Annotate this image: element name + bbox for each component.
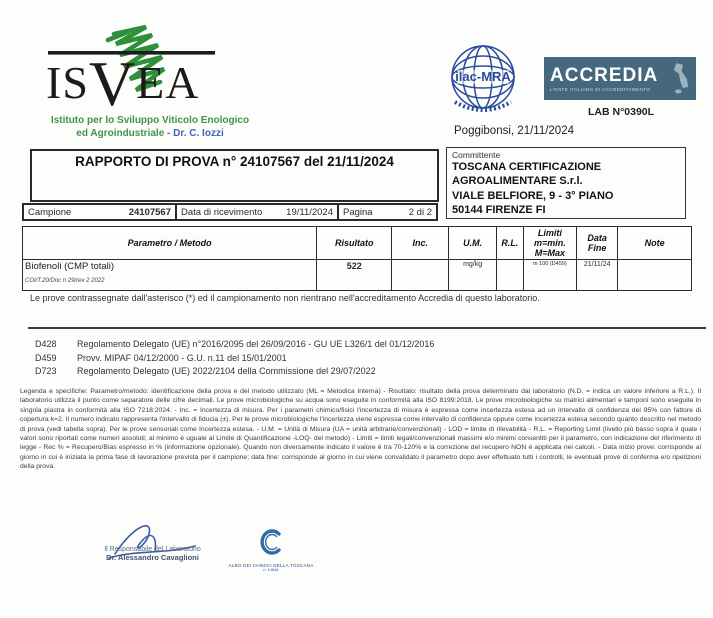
header-limiti xyxy=(523,227,577,260)
result-limiti: m 100 (D459) xyxy=(523,260,577,291)
header-um: U.M. xyxy=(449,227,497,260)
reference-text: Regolamento Delegato (UE) n°2016/2095 del 26/09/2016 - GU UE L326/1 del 01/12/2016 xyxy=(77,339,435,349)
result-row xyxy=(23,260,692,291)
sample-id-cell xyxy=(22,203,175,221)
pagina-value: 2 di 2 xyxy=(408,206,432,218)
legend-text: Legenda e specifiche: Parametro/metodo: identificazione della prova e del metodo utilizzato (ML = Metodica Interna) - Risultato: risultato della prova determinato dal laboratorio (N.D. = indica un valore inferiore a R.L.). Il laboratorio utilizza il punto come separatore delle cifre decimali. Le prove microbiologiche su acqua sono eseguite in conformità alla ISO 8199:2018. Le prove microbiologiche su matrici alimentari e tamponi sono eseguite in singola piastra in conformità alla ISO 7218:2024. - Inc. = Incertezza di misura. Per i parametri chimico/fisici l'incertezza di misura è espressa come incertezza estesa ad un intervallo di confidenza del 95% con fattore di copertura k=2. Il numero indicato rappresenta l'intervallo di fiducia (±). Per le prove microbiologiche l'incertezza viene espressa come intervallo di confidenza oppure come incertezza estesa secondo quanto descritto nel metodo di prova (vedi tabella sopra). Per le prove sensoriali come Incertezza estesa. - U.M. = Unità di Misura (UA = unità arbitrarie/convenzionali) - LOD = limite di rilevabilità - R.L. = Reporting Limit (livello più basso sopra il quale i valori sono riportati come numeri assoluti; al minimo è uguale al Limite di Quantificazione -LOQ- del metodo) - Limiti = limiti legali/convenzionali massimi e/o minimi consentiti per il parametro, con indicazione del riferimento di legge - Rec % = Recupero/Bias espresso in % (informazione opzionale). Quando non diversamente indicato il valore è tra 70-120% e la correzione del recupero NON è applicata nei calcoli. - Data inizio prove: corrisponde al giorno in cui è iniziata la prima fase di lavorazione prevista per il campione; data fine: corrisponde al giorno in cui viene convalidato il parametro dopo aver effettuato tutti i controlli, le eventuali prove di conferma e/o ripetizioni della prova. xyxy=(20,388,701,470)
report-title-box xyxy=(30,149,439,202)
subtitle-director: - Dr. C. Iozzi xyxy=(167,128,224,139)
parameter-method: COI/T.20/Doc n 29/rev 2 2022 xyxy=(25,278,105,284)
lab-number: LAB N°0390L xyxy=(588,106,655,118)
header-note: Note xyxy=(618,227,692,260)
sample-info-row xyxy=(22,203,438,221)
header-data-fine xyxy=(577,227,618,260)
header-rl: R.L. xyxy=(497,227,524,260)
ilac-label: ilac-MRA xyxy=(455,69,511,84)
committente-line: 50144 FIRENZE FI xyxy=(452,203,546,216)
results-table xyxy=(22,226,692,291)
header-data-line2: Fine xyxy=(587,243,607,253)
albo-number: n. 1484A xyxy=(263,568,279,572)
albo-chimici-block xyxy=(212,527,330,572)
committente-line: VIALE BELFIORE, 9 - 3° PIANO xyxy=(452,189,614,202)
accredia-tagline: L'ENTE ITALIANO DI ACCREDITAMENTO xyxy=(550,86,651,92)
signatory-role: Il Responsabile del Laboratorio xyxy=(104,546,201,553)
subtitle-line1: Istituto per lo Sviluppo Viticolo Enologico xyxy=(50,115,250,126)
result-rl xyxy=(497,260,524,291)
header-parametro: Parametro / Metodo xyxy=(23,227,317,260)
committente-line: TOSCANA CERTIFICAZIONE xyxy=(452,161,602,173)
campione-value: 24107567 xyxy=(128,206,171,218)
committente-box xyxy=(446,147,686,219)
reference-text: Provv. MIPAF 04/12/2000 - G.U. n.11 del 15/01/2001 xyxy=(77,352,287,363)
ricevimento-label: Data di ricevimento xyxy=(181,206,263,218)
header-risultato: Risultato xyxy=(317,227,392,260)
committente-label: Committente xyxy=(452,150,501,160)
reference-text: Regolamento Delegato (UE) 2022/2104 della Commissione del 29/07/2022 xyxy=(77,366,376,376)
horizontal-divider xyxy=(28,327,706,329)
parameter-name: Biofenoli (CMP totali) xyxy=(25,261,115,272)
results-table-header xyxy=(23,227,692,260)
campione-label: Campione xyxy=(28,206,72,218)
method-references xyxy=(35,339,695,380)
result-um: mg/kg xyxy=(449,260,497,291)
isvea-logo xyxy=(38,24,223,114)
albo-c-icon xyxy=(258,527,284,557)
committente-line: AGROALIMENTARE S.r.l. xyxy=(452,175,583,188)
reference-row xyxy=(35,339,695,349)
italy-map-icon xyxy=(668,62,690,96)
result-parametro-cell xyxy=(23,260,317,291)
reference-row xyxy=(35,353,695,363)
reference-code: D459 xyxy=(35,352,57,363)
result-value: 522 xyxy=(317,260,392,291)
report-title: RAPPORTO DI PROVA n° 24107567 del 21/11/2024 xyxy=(75,154,394,169)
accreditation-note: Le prove contrassegnate dall'asterisco (*) ed il campionamento non rientrano nell'accreditamento Accredia di questo laboratorio. xyxy=(30,293,540,303)
result-inc xyxy=(392,260,449,291)
pagina-label: Pagina xyxy=(343,206,373,218)
accredia-badge xyxy=(544,57,696,100)
receipt-date-cell xyxy=(175,203,337,221)
logo-wordmark: ISVEA xyxy=(46,48,200,114)
ilac-mra-icon xyxy=(443,44,523,116)
result-data-fine: 21/11/24 xyxy=(577,260,618,291)
place-date: Poggibonsi, 21/11/2024 xyxy=(454,125,574,137)
header-limiti-line2: M=Max xyxy=(534,248,565,258)
ricevimento-value: 19/11/2024 xyxy=(286,206,333,218)
header-inc: Inc. xyxy=(392,227,449,260)
reference-code: D723 xyxy=(35,366,57,376)
signatory-name: Dr. Alessandro Cavaglioni xyxy=(106,553,199,562)
accredia-name: ACCREDIA xyxy=(550,64,659,86)
reference-row xyxy=(35,366,695,376)
result-note xyxy=(618,260,692,291)
subtitle-line2: ed Agroindustriale xyxy=(76,128,168,139)
signature-block xyxy=(85,546,220,562)
reference-code: D428 xyxy=(35,339,57,349)
page-cell xyxy=(337,203,438,221)
albo-name: ALBO DEI CHIMICI DELLA TOSCANA xyxy=(228,563,314,568)
institute-subtitle xyxy=(30,114,270,140)
header-limiti-line1: Limiti m=min. xyxy=(533,228,566,248)
header-data-line1: Data xyxy=(587,233,607,243)
